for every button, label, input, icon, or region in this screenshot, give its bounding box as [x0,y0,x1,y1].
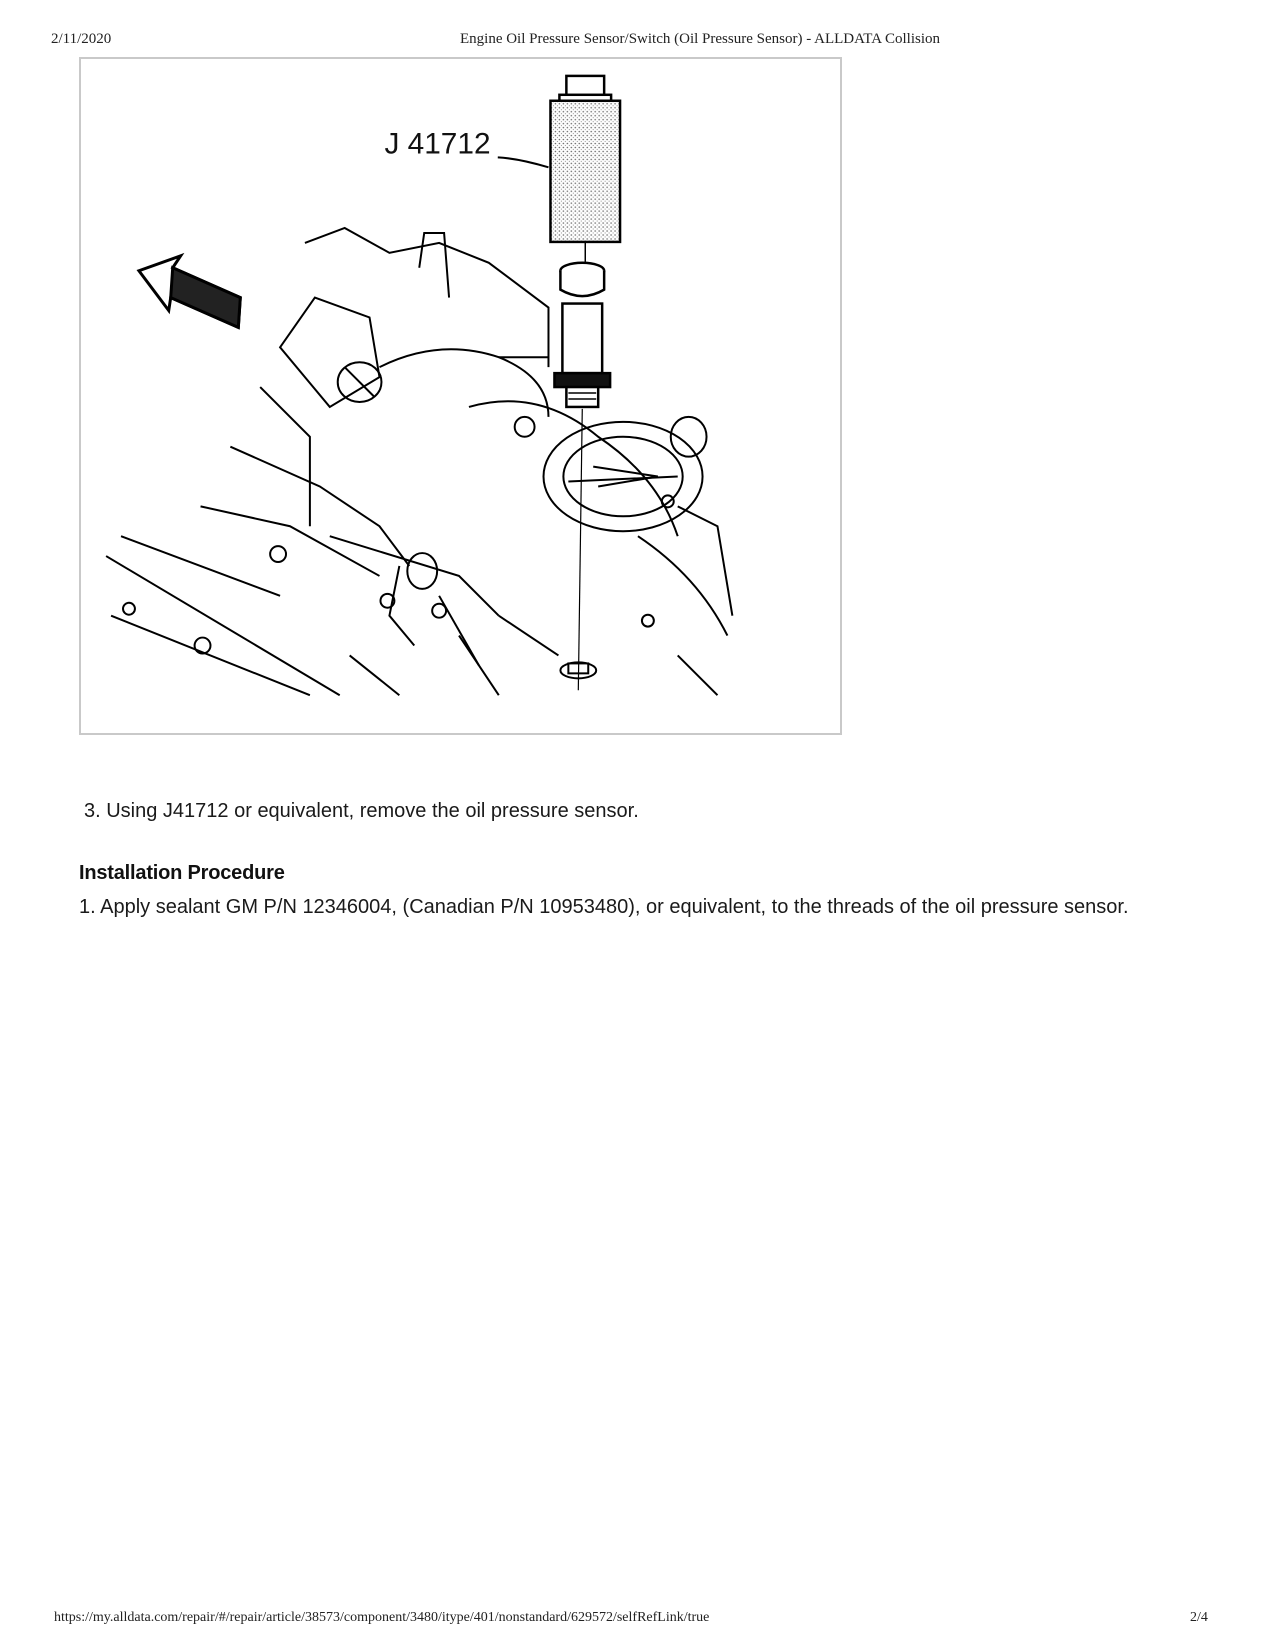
socket-tool-icon [550,76,620,262]
tool-label: J 41712 [384,127,491,161]
service-illustration [79,57,842,735]
installation-step-1: 1. Apply sealant GM P/N 12346004, (Canadian P/N 10953480), or equivalent, to the threads of the oil pressure sensor. [79,896,1129,918]
page-url: https://my.alldata.com/repair/#/repair/article/38573/component/3480/itype/401/nonstandard/629572/selfRefLink/true [54,1610,710,1625]
page-title: Engine Oil Pressure Sensor/Switch (Oil Pressure Sensor) - ALLDATA Collision [459,31,940,47]
print-date: 2/11/2020 [51,31,112,47]
removal-step-3: 3. Using J41712 or equivalent, remove the oil pressure sensor. [84,800,639,822]
installation-heading: Installation Procedure [79,862,285,884]
front-direction-arrow-icon [139,256,240,328]
page-number: 2/4 [1190,1610,1208,1625]
